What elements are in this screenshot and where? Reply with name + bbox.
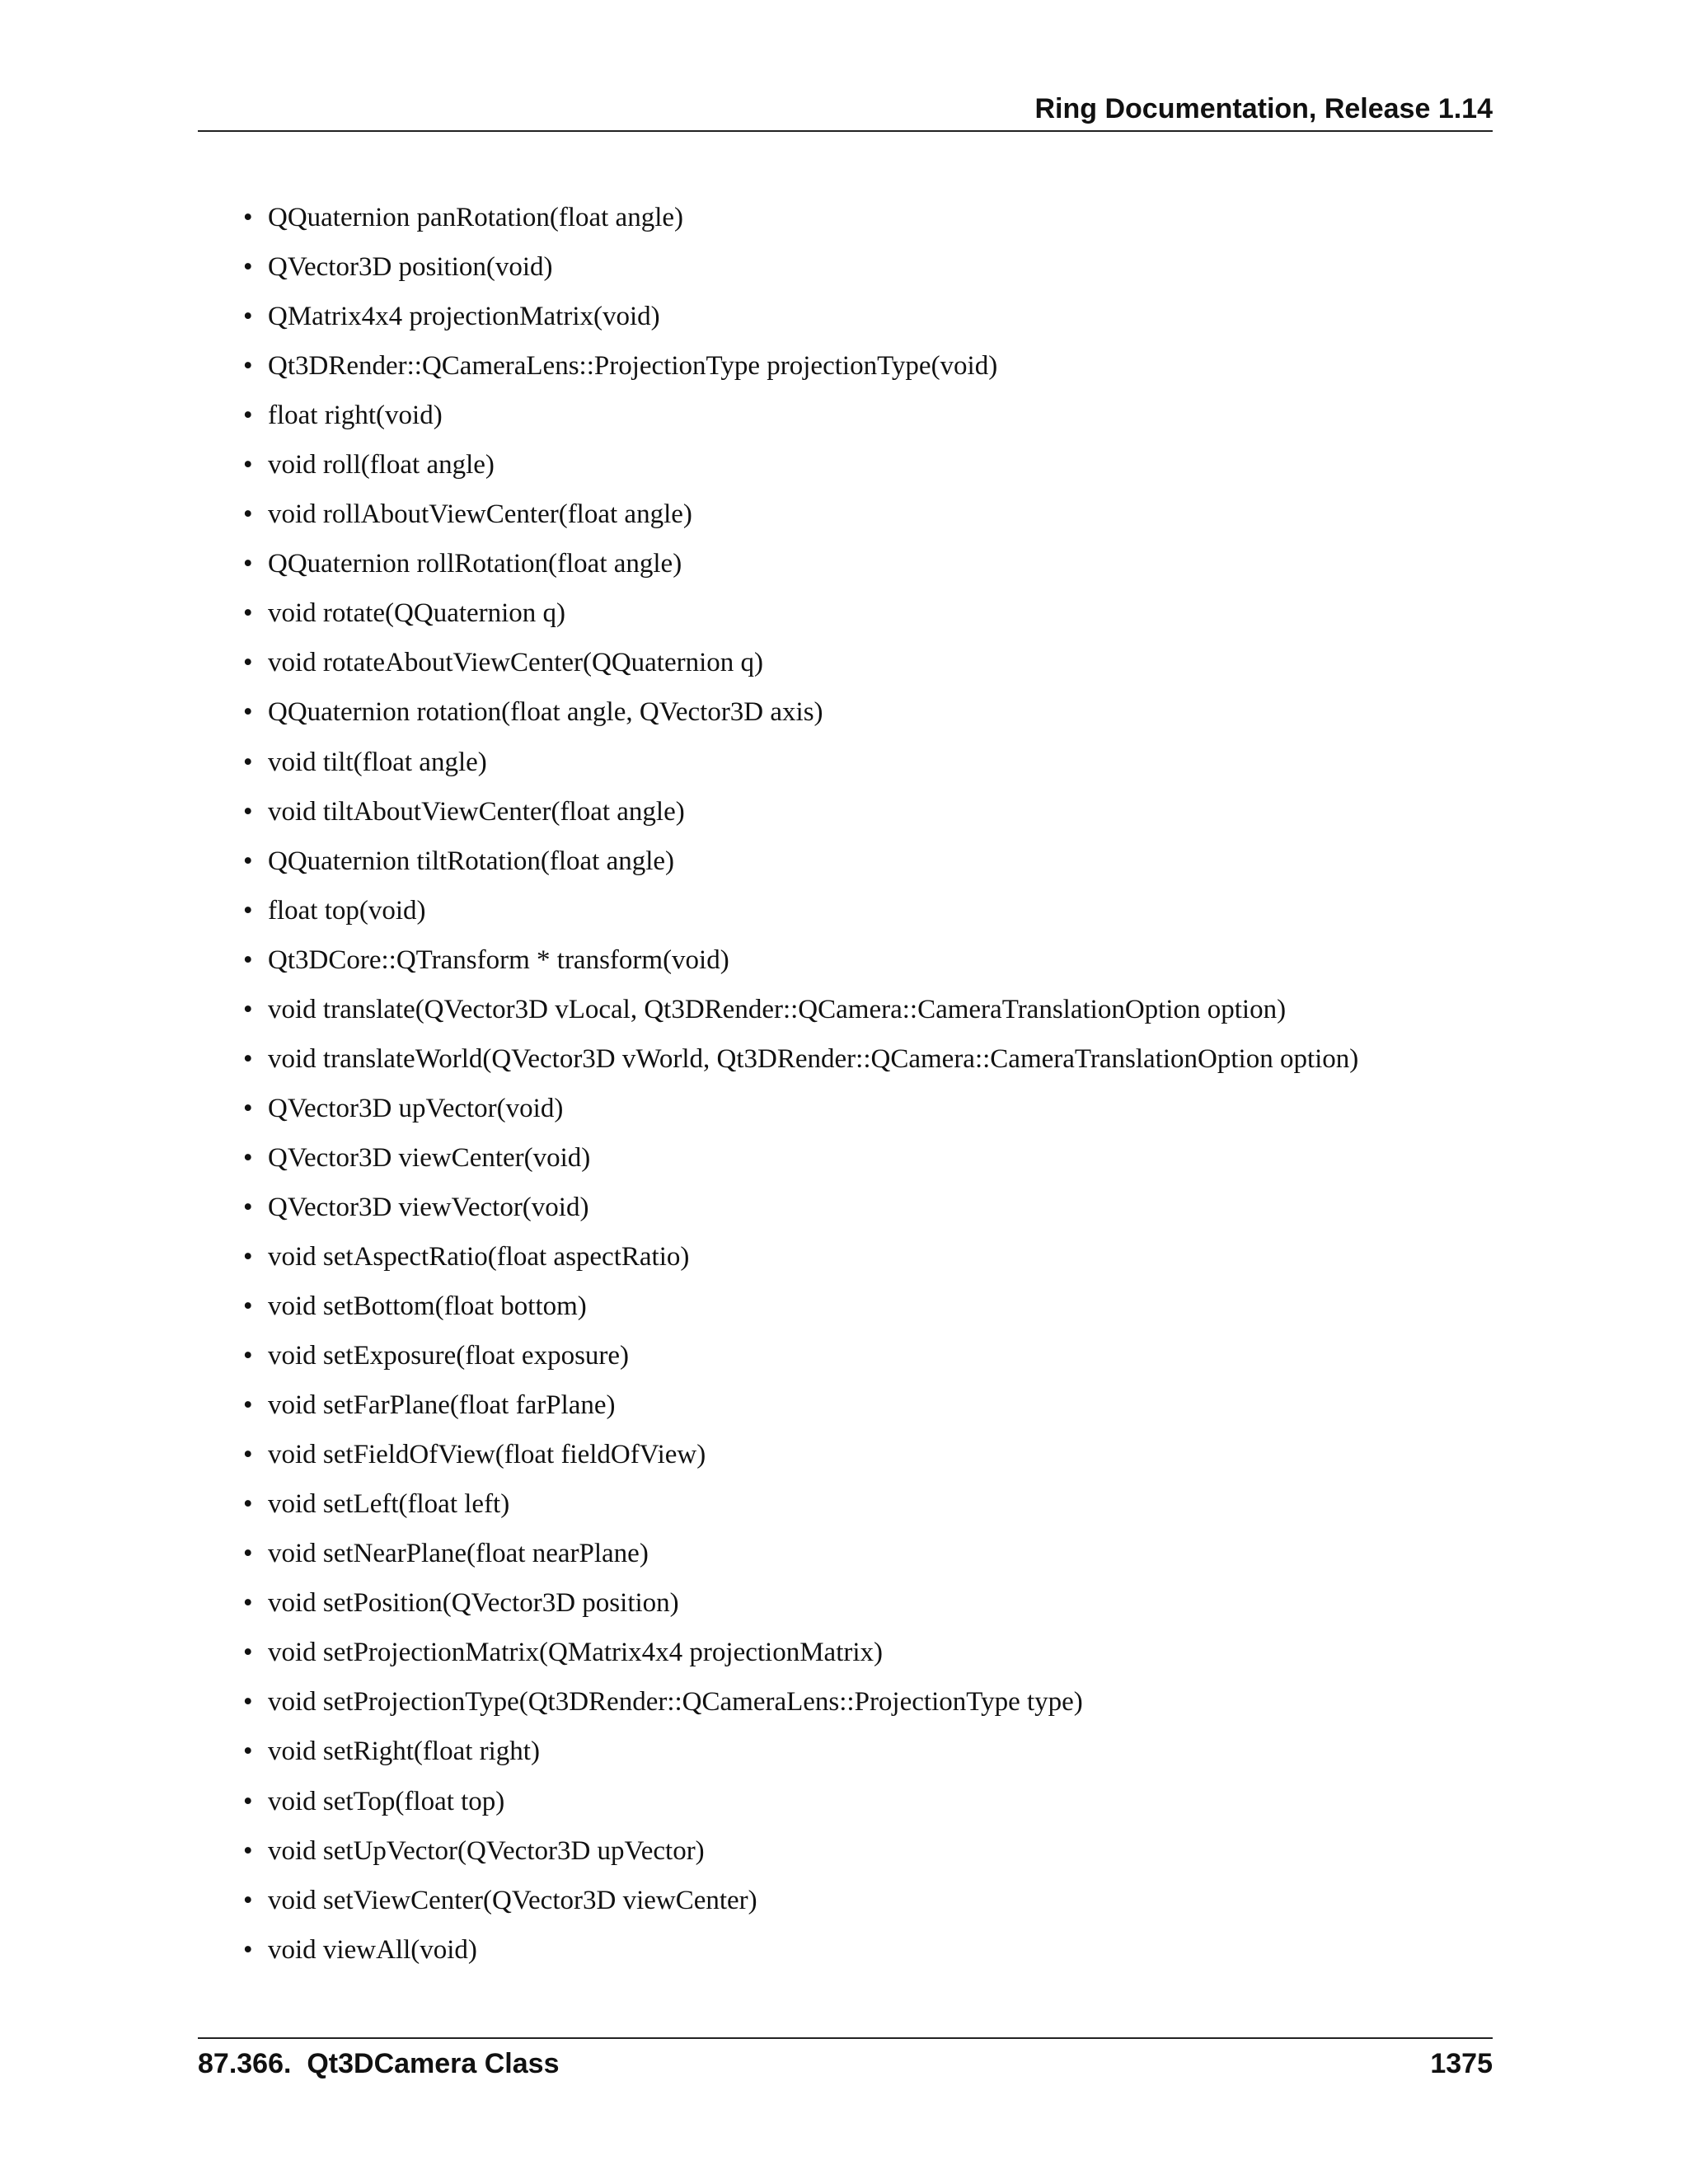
- bullet-icon: •: [243, 1093, 253, 1123]
- bullet-icon: •: [243, 1489, 253, 1520]
- bullet-icon: •: [243, 648, 253, 678]
- method-signature: QQuaternion tiltRotation(float angle): [268, 846, 675, 876]
- bullet-icon: •: [243, 1539, 253, 1569]
- method-signature: Qt3DRender::QCameraLens::ProjectionType projectionType(void): [268, 351, 998, 382]
- method-signature: void setExposure(float exposure): [268, 1341, 630, 1371]
- bullet-icon: •: [243, 1341, 253, 1371]
- bullet-icon: •: [243, 1291, 253, 1322]
- bullet-icon: •: [243, 598, 253, 629]
- method-signature: void setNearPlane(float nearPlane): [268, 1539, 649, 1569]
- method-signature: QVector3D position(void): [268, 252, 553, 283]
- method-signature: void setUpVector(QVector3D upVector): [268, 1835, 705, 1866]
- bullet-icon: •: [243, 1241, 253, 1272]
- bullet-icon: •: [243, 1043, 253, 1074]
- bullet-icon: •: [243, 1440, 253, 1470]
- method-signature: void tilt(float angle): [268, 747, 487, 777]
- bullet-icon: •: [243, 1638, 253, 1668]
- method-signature: Qt3DCore::QTransform * transform(void): [268, 944, 729, 975]
- method-signature: void setViewCenter(QVector3D viewCenter): [268, 1885, 757, 1915]
- method-signature: void setTop(float top): [268, 1786, 505, 1816]
- bullet-icon: •: [243, 450, 253, 480]
- method-signature: void setFieldOfView(float fieldOfView): [268, 1440, 706, 1470]
- method-signature: void setProjectionMatrix(QMatrix4x4 projectionMatrix): [268, 1638, 884, 1668]
- method-signature: void rotate(QQuaternion q): [268, 598, 566, 629]
- header-rule: [198, 130, 1493, 132]
- method-signature: void rollAboutViewCenter(float angle): [268, 499, 692, 530]
- method-signature: void setProjectionType(Qt3DRender::QCameraLens::ProjectionType type): [268, 1687, 1083, 1718]
- bullet-icon: •: [243, 944, 253, 975]
- method-signature: void setLeft(float left): [268, 1489, 510, 1520]
- method-signature: float right(void): [268, 401, 443, 431]
- method-signature: QQuaternion panRotation(float angle): [268, 203, 684, 232]
- bullet-icon: •: [243, 1142, 253, 1173]
- bullet-icon: •: [243, 1390, 253, 1421]
- bullet-icon: •: [243, 846, 253, 876]
- bullet-icon: •: [243, 1192, 253, 1222]
- bullet-icon: •: [243, 351, 253, 382]
- method-signature: QMatrix4x4 projectionMatrix(void): [268, 302, 660, 332]
- method-signature: void setRight(float right): [268, 1736, 540, 1767]
- method-signature: float top(void): [268, 895, 426, 926]
- bullet-icon: •: [243, 252, 253, 283]
- bullet-icon: •: [243, 401, 253, 431]
- method-signature: void setPosition(QVector3D position): [268, 1588, 679, 1619]
- footer-section-title: 87.366. Qt3DCamera Class: [198, 2048, 560, 2079]
- method-signature: QVector3D viewCenter(void): [268, 1142, 591, 1173]
- bullet-icon: •: [243, 203, 253, 232]
- running-header-title: Ring Documentation, Release 1.14: [1034, 93, 1493, 124]
- method-signature: void rotateAboutViewCenter(QQuaternion q): [268, 648, 764, 678]
- bullet-icon: •: [243, 697, 253, 728]
- bullet-icon: •: [243, 1835, 253, 1866]
- bullet-icon: •: [243, 1687, 253, 1718]
- bullet-icon: •: [243, 895, 253, 926]
- method-signature: void translateWorld(QVector3D vWorld, Qt3DRender::QCamera::CameraTranslationOption option): [268, 1043, 1359, 1074]
- method-signature: void translate(QVector3D vLocal, Qt3DRender::QCamera::CameraTranslationOption option): [268, 994, 1287, 1024]
- method-signature: QVector3D viewVector(void): [268, 1192, 589, 1222]
- method-signature: QQuaternion rollRotation(float angle): [268, 549, 682, 579]
- footer-rule: [198, 2037, 1493, 2039]
- method-signature: void tiltAboutViewCenter(float angle): [268, 796, 685, 827]
- bullet-icon: •: [243, 549, 253, 579]
- method-signature: void setAspectRatio(float aspectRatio): [268, 1241, 690, 1272]
- method-signature: QVector3D upVector(void): [268, 1093, 564, 1123]
- bullet-icon: •: [243, 1934, 253, 1965]
- bullet-icon: •: [243, 499, 253, 530]
- method-signature: QQuaternion rotation(float angle, QVector3D axis): [268, 697, 823, 728]
- bullet-icon: •: [243, 1588, 253, 1619]
- method-signature: void viewAll(void): [268, 1934, 477, 1965]
- bullet-icon: •: [243, 1786, 253, 1816]
- bullet-icon: •: [243, 302, 253, 332]
- method-signature: void setFarPlane(float farPlane): [268, 1390, 616, 1421]
- method-signature: void roll(float angle): [268, 450, 495, 480]
- bullet-icon: •: [243, 747, 253, 777]
- bullet-icon: •: [243, 1885, 253, 1915]
- bullet-icon: •: [243, 994, 253, 1024]
- method-signature: void setBottom(float bottom): [268, 1291, 587, 1322]
- bullet-icon: •: [243, 1736, 253, 1767]
- bullet-icon: •: [243, 796, 253, 827]
- page-number: 1375: [1430, 2048, 1493, 2079]
